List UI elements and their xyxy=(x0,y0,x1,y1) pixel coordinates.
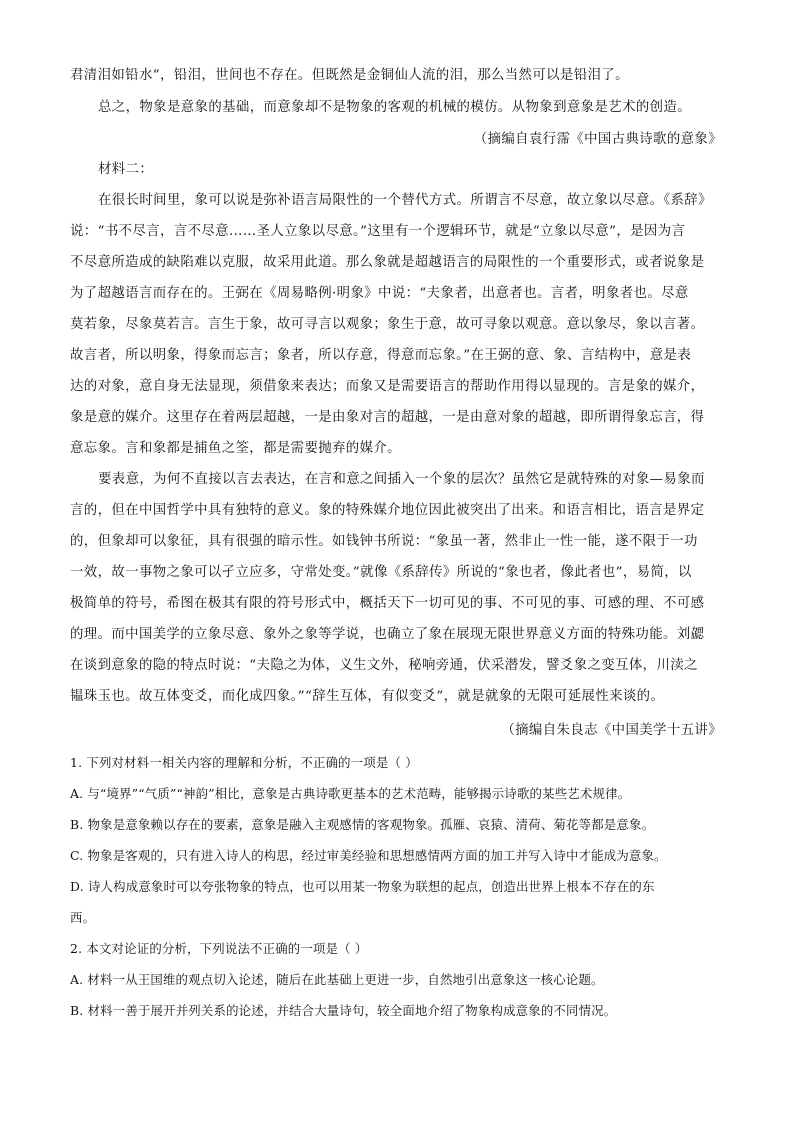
text-line: 故言者，所以明象，得象而忘言；象者，所以存意，得意而忘象。”在王弼的意、象、言结构中，意是表 xyxy=(70,348,692,363)
question-2-stem: 2. 本文对论证的分析，下列说法不正确的一项是（ ） xyxy=(70,941,368,956)
text-line: 不尽意所造成的缺陷难以克服，故采用此道。那么象就是超越语言的局限性的一个重要形式，或者说象是 xyxy=(70,255,705,270)
question-1-option-a: A. 与“境界”“气质”“神韵”相比，意象是古典诗歌更基本的艺术范畴，能够揭示诗歌的某些艺术规律。 xyxy=(70,786,631,801)
text-line: 说：“书不尽言，言不尽意……圣人立象以尽意。”这里有一个逻辑环节，就是“立象以尽意”，是因为言 xyxy=(70,224,686,239)
text-line: 言的，但在中国哲学中具有独特的意义。象的特殊媒介地位因此被突出了出来。和语言相比，语言是界定 xyxy=(70,503,705,518)
text-line: 极简单的符号，希图在极其有限的符号形式中，概括天下一切可见的事、不可见的事、可感的理、不可感 xyxy=(70,596,705,611)
text-line: 象是意的媒介。这里存在着两层超越，一是由象对言的超越，一是由意对象的超越，即所谓得象忘言，得 xyxy=(70,410,705,425)
text-line: 在谈到意象的隐的特点时说：“夫隐之为体，义生文外，秘响旁通，伏采潜发，譬爻象之变互体，川渎之 xyxy=(70,658,698,673)
question-1-option-b: B. 物象是意象赖以存在的要素，意象是融入主观感情的客观物象。孤雁、哀猿、清荷、菊花等都是意象。 xyxy=(70,817,655,832)
question-1-option-d-cont: 西。 xyxy=(70,910,96,925)
text-line: 的理。而中国美学的立象尽意、象外之象等学说，也确立了象在展现无限世界意义方面的特殊功能。刘勰 xyxy=(70,627,705,642)
text-line: 要表意，为何不直接以言去表达，在言和意之间插入一个象的层次？虽然它是就特殊的对象—易象而 xyxy=(98,472,705,487)
source-citation: （摘编自朱良志《中国美学十五讲》 xyxy=(501,723,722,738)
source-citation: （摘编自袁行霈《中国古典诗歌的意象》 xyxy=(473,132,722,147)
question-2-option-a: A. 材料一从王国维的观点切入论述，随后在此基础上更进一步，自然地引出意象这一核心论题。 xyxy=(70,972,604,987)
question-1-option-d: D. 诗人构成意象时可以夸张物象的特点，也可以用某一物象为联想的起点，创造出世界上根本不存在的东 xyxy=(70,879,655,894)
question-1-option-c: C. 物象是客观的，只有进入诗人的构思，经过审美经验和思想感情两方面的加工并写入诗中才能成为意象。 xyxy=(70,848,667,863)
text-line: 的，但象却可以象征，具有很强的暗示性。如钱钟书所说：“象虽一著，然非止一性一能，遂不限于一功 xyxy=(70,534,698,549)
text-line: 达的对象，意自身无法显现，须借象来表达；而象又是需要语言的帮助作用得以显现的。言是象的媒介， xyxy=(70,379,705,394)
text-line: 为了超越语言而存在的。王弼在《周易略例·明象》中说：“夫象者，出意者也。言者，明象者也。尽意 xyxy=(70,286,689,301)
section-heading: 材料二： xyxy=(98,162,154,177)
text-line: 一效，故一事物之象可以孑立应多，守常处变。”就像《系辞传》所说的“象也者，像此者也”，易简，以 xyxy=(70,565,692,580)
text-line: 君清泪如铅水”，铅泪，世间也不存在。但既然是金铜仙人流的泪，那么当然可以是铅泪了。 xyxy=(70,68,629,83)
text-line: 总之，物象是意象的基础，而意象却不是物象的客观的机械的模仿。从物象到意象是艺术的创造。 xyxy=(98,100,691,115)
question-1-stem: 1. 下列对材料一相关内容的理解和分析，不正确的一项是（ ） xyxy=(70,755,418,770)
text-line: 韫珠玉也。故互体变爻，而化成四象。”“辞生互体，有似变爻”，就是就象的无限可延展性来谈的。 xyxy=(70,689,665,704)
question-2-option-b: B. 材料一善于展开并列关系的论述，并结合大量诗句，较全面地介绍了物象构成意象的不同情况。 xyxy=(70,1003,617,1018)
text-line: 莫若象，尽象莫若言。言生于象，故可寻言以观象；象生于意，故可寻象以观意。意以象尽，象以言著。 xyxy=(70,317,705,332)
text-line: 在很长时间里，象可以说是弥补语言局限性的一个替代方式。所谓言不尽意，故立象以尽意。《系辞》 xyxy=(98,193,712,208)
text-line: 意忘象。言和象都是捕鱼之筌，都是需要抛弃的媒介。 xyxy=(70,441,401,456)
